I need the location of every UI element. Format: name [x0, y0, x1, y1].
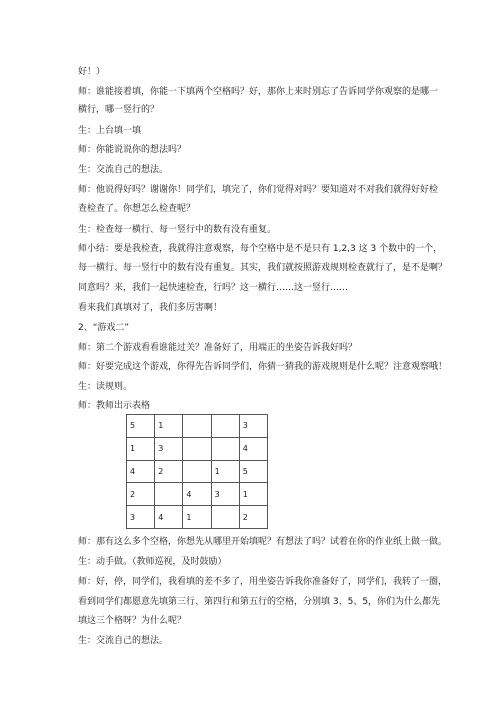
- text-line: 师：谁能接着填，你能一下填两个空格吗？好，那你上来时别忘了告诉同学你观察的是哪一: [78, 87, 439, 97]
- section-heading: 2、“游戏二”: [78, 323, 130, 333]
- text-line: 每一横行、每一竖行中的数有没有重复。其实，我们就按照游戏规则检查就行了，是不是啊？: [78, 263, 448, 273]
- text-line: 生：上台填一填: [78, 126, 142, 136]
- grid-cell: 5: [239, 460, 267, 483]
- grid-cell: [155, 483, 183, 506]
- grid-cell: 4: [183, 483, 211, 506]
- text-line: 生：交流自己的想法。: [78, 165, 169, 175]
- grid-cell: [183, 415, 211, 438]
- text-line: 生：检查每一横行、每一竖行中的数有没有重复。: [78, 225, 277, 235]
- text-line: 看来我们真填对了，我们多厉害啊！: [78, 303, 223, 313]
- grid-cell: 1: [211, 460, 239, 483]
- grid-cell: 3: [211, 483, 239, 506]
- grid-cell: 5: [127, 415, 155, 438]
- grid-row: [127, 460, 268, 483]
- text-line: 填这三个格呀？为什么呢？: [78, 616, 187, 626]
- text-line: 师：他说得好吗？谢谢你！同学们，填完了，你们觉得对吗？要知道对不对我们就得好好检: [78, 185, 439, 195]
- grid-cell: 1: [183, 506, 211, 529]
- grid-cell: 1: [127, 437, 155, 460]
- text-line: 师：那有这么多个空格，你想先从哪里开始填呢？有想法了吗？试着在你的作业纸上做一做。: [78, 537, 448, 547]
- grid-row: [127, 437, 268, 460]
- text-line: 同意吗？来，我们一起快速检查，行吗？这一横行……这一竖行……: [78, 283, 349, 293]
- grid-cell: 3: [127, 506, 155, 529]
- grid-cell: 2: [239, 506, 267, 529]
- grid-cell: [211, 506, 239, 529]
- text-line: 生：读规则。: [78, 382, 133, 392]
- grid-cell: [211, 437, 239, 460]
- grid-cell: 1: [155, 415, 183, 438]
- text-line: 师：教师出示表格: [78, 401, 151, 411]
- grid-cell: 2: [155, 460, 183, 483]
- number-grid: [126, 414, 268, 529]
- grid-cell: [211, 415, 239, 438]
- text-line: 师：第二个游戏看看谁能过关？准备好了，用端正的坐姿告诉我好吗？: [78, 343, 358, 353]
- grid-cell: 3: [155, 437, 183, 460]
- text-line: 横行，哪一竖行的？: [78, 105, 160, 115]
- grid-cell: 3: [239, 415, 267, 438]
- grid-row: [127, 415, 268, 438]
- grid-row: [127, 506, 268, 529]
- grid-cell: 4: [127, 460, 155, 483]
- grid-cell: [183, 437, 211, 460]
- text-line: 查检查了。你想怎么检查呢？: [78, 204, 196, 214]
- text-line: 看到同学们都愿意先填第三行、第四行和第五行的空格，分别填 3、5、5，你们为什么都先: [78, 597, 441, 607]
- text-line: 师：你能说说你的想法吗？: [78, 145, 187, 155]
- grid-cell: 4: [239, 437, 267, 460]
- text-line: 生：动手做。（教师巡视，及时鼓励）: [78, 557, 227, 567]
- text-line: 好！）: [78, 67, 106, 77]
- grid-cell: [183, 460, 211, 483]
- text-line: 师小结：要是我检查，我就得注意观察，每个空格中是不是只有 1,2,3 这 3 个数中的一个，: [78, 244, 443, 254]
- grid-cell: 1: [239, 483, 267, 506]
- grid-row: [127, 483, 268, 506]
- grid-cell: 2: [127, 483, 155, 506]
- grid-cell: 4: [155, 506, 183, 529]
- text-line: 师：好要完成这个游戏，你得先告诉同学们，你猜一猜我的游戏规则是什么呢？注意观察哦！: [78, 362, 448, 372]
- text-line: 生：交流自己的想法。: [78, 636, 169, 646]
- text-line: 师：好，停，同学们，我看填的差不多了，用坐姿告诉我你准备好了，同学们，我转了一圈，: [78, 577, 448, 587]
